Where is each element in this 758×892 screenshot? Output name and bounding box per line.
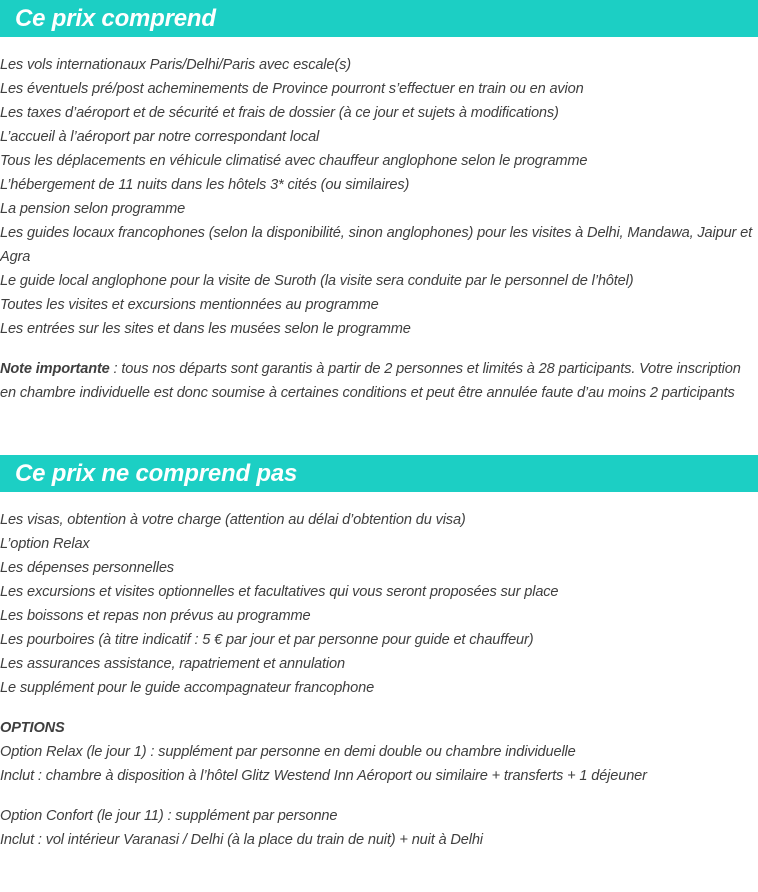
list-item: L’option Relax [0, 536, 90, 552]
list-item: Les visas, obtention à votre charge (attention au délai d’obtention du visa) [0, 512, 466, 528]
important-note [0, 357, 748, 405]
excluded-list [0, 508, 758, 700]
list-item: Le guide local anglophone pour la visite de Suroth (la visite sera conduite par le personnel de l’hôtel) [0, 273, 634, 289]
list-item: Le supplément pour le guide accompagnateur francophone [0, 680, 375, 696]
list-item: Les entrées sur les sites et dans les musées selon le programme [0, 321, 411, 337]
list-item: L’hébergement de 11 nuits dans les hôtels 3* cités (ou similaires) [0, 177, 410, 193]
list-item: Toutes les visites et excursions mentionnées au programme [0, 297, 379, 313]
option-relax-line2: Inclut : chambre à disposition à l’hôtel Glitz Westend Inn Aéroport ou similaire + transferts + 1 déjeuner [0, 768, 647, 784]
list-item: Les assurances assistance, rapatriement et annulation [0, 656, 345, 672]
list-item: La pension selon programme [0, 201, 186, 217]
important-note-label: Note importante [0, 361, 110, 377]
list-item: Les taxes d’aéroport et de sécurité et frais de dossier (à ce jour et sujets à modifications) [0, 105, 559, 121]
included-list [0, 53, 758, 341]
list-item: L’accueil à l’aéroport par notre correspondant local [0, 129, 320, 145]
list-item: Les excursions et visites optionnelles et facultatives qui vous seront proposées sur place [0, 584, 559, 600]
option-confort-line2: Inclut : vol intérieur Varanasi / Delhi (à la place du train de nuit) + nuit à Delhi [0, 832, 483, 848]
important-note-text: : tous nos départs sont garantis à partir de 2 personnes et limités à 28 participants. Votre inscription en chambre individuelle est donc soumise à certaines conditions et peut être annulée faute d’au moins 2 participants [0, 361, 741, 401]
list-item: Tous les déplacements en véhicule climatisé avec chauffeur anglophone selon le programme [0, 153, 588, 169]
excluded-section-title: Ce prix ne comprend pas [0, 455, 758, 492]
list-item: Les guides locaux francophones (selon la disponibilité, sinon anglophones) pour les visites à Delhi, Mandawa, Jaipur et Agra [0, 225, 753, 265]
list-item: Les vols internationaux Paris/Delhi/Paris avec escale(s) [0, 57, 351, 73]
option-relax-line1: Option Relax (le jour 1) : supplément par personne en demi double ou chambre individuelle [0, 744, 576, 760]
options-heading: OPTIONS [0, 720, 65, 736]
list-item: Les éventuels pré/post acheminements de Province pourront s’effectuer en train ou en avion [0, 81, 584, 97]
list-item: Les boissons et repas non prévus au programme [0, 608, 311, 624]
list-item: Les dépenses personnelles [0, 560, 174, 576]
option-confort-line1: Option Confort (le jour 11) : supplément par personne [0, 808, 338, 824]
list-item: Les pourboires (à titre indicatif : 5 € par jour et par personne pour guide et chauffeur) [0, 632, 534, 648]
included-section-title: Ce prix comprend [0, 0, 758, 37]
